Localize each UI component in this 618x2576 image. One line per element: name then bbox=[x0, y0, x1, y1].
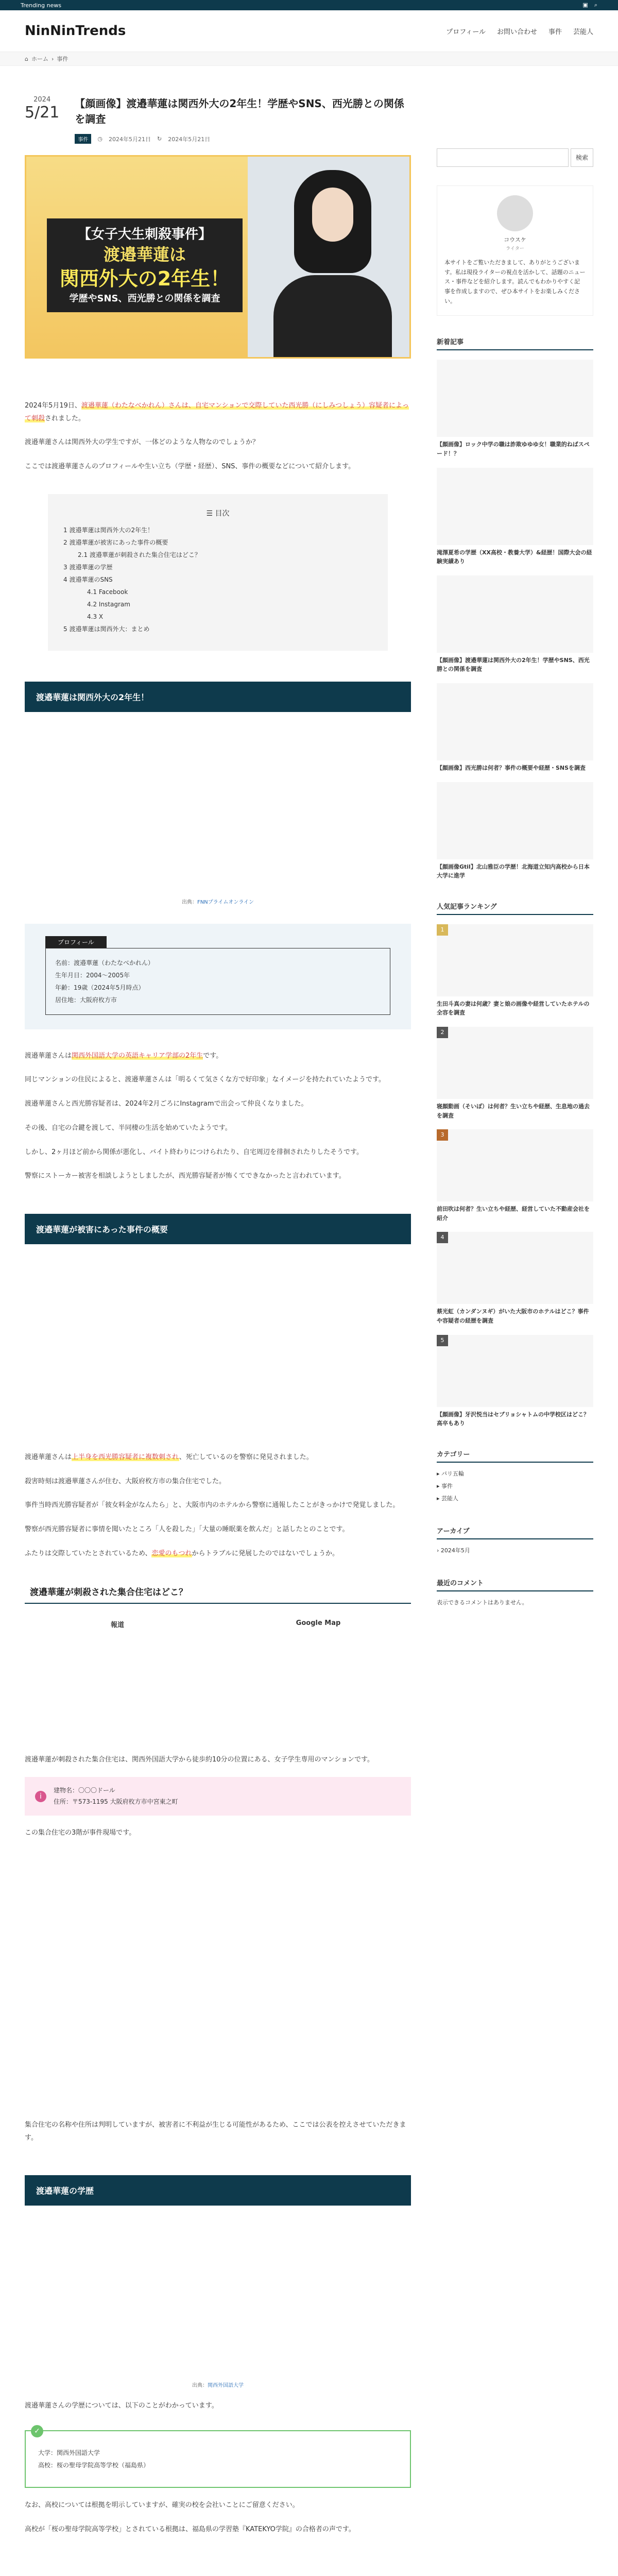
clock-icon: ◷ bbox=[97, 135, 102, 142]
author-bio: 本サイトをご覧いただきまして、ありがとうございます。私は現役ライターの視点を活かして、話題のニュース・事件などを紹介します。読んでもわかりやすく記事を作成しますので、ぜひ本サイトをお楽しみください。 bbox=[444, 259, 586, 304]
nav-incident[interactable]: 事件 bbox=[548, 28, 562, 36]
folder-icon: ▸ bbox=[437, 1495, 442, 1502]
intro-p3: ここでは渡邉華蓮さんのプロフィールや生い立ち（学歴・経歴）、SNS、事件の概要などについて紹介します。 bbox=[25, 463, 355, 471]
sec3-p3: 高校が「桜の聖母学院高等学校」とされている根拠は、福島県の学習塾『KATEKYO学院』の合格者の声です。 bbox=[25, 2525, 355, 2533]
news-thumbnail[interactable] bbox=[437, 1232, 593, 1304]
rank-badge: 5 bbox=[437, 1335, 448, 1346]
sec2-p4: 警察が西光勝容疑者に事情を聞いたところ「人を殺した」「大量の睡眠薬を飲んだ」と話したとのことです。 bbox=[25, 1525, 349, 1533]
sec2-p8: 集合住宅の名称や住所は判明していますが、被害者に不利益が生じる可能性があるため、ここでは公表を控えさせていただきます。 bbox=[25, 2121, 406, 2142]
info-icon: i bbox=[35, 1791, 46, 1802]
source-link[interactable]: FNNプライムオンライン bbox=[197, 899, 254, 905]
post-monthday: 5/21 bbox=[25, 104, 60, 122]
published-date: 2024年5月21日 bbox=[108, 135, 151, 143]
toc-item[interactable]: 1 渡邉華蓮は関西外大の2年生！ bbox=[63, 526, 154, 534]
sec1-p2: 同じマンションの住民によると、渡邉華蓮さんは「明るくて気さくな方で好印象」なイメージを持たれていたようです。 bbox=[25, 1076, 385, 1084]
sec2-p5: ふたりは交際していたとされているため、恋愛のもつれからトラブルに発展したのではないでしょうか。 bbox=[25, 1549, 339, 1557]
sec2-p6: 渡邉華蓮が刺殺された集合住宅は、関西外国語大学から徒歩約10分の位置にある、女子学生専用のマンションです。 bbox=[25, 1756, 374, 1764]
section-heading: 渡邉華蓮は関西外大の2年生！ bbox=[25, 682, 411, 712]
toc-item[interactable]: 4.1 Facebook bbox=[87, 588, 128, 596]
refresh-icon: ↻ bbox=[157, 135, 162, 142]
sec3-p1: 渡邉華蓮さんの学歴については、以下のことがわかっています。 bbox=[25, 2402, 218, 2410]
sec1-p6: 警察にストーカー被害を相談しようとしましたが、西光勝容疑者が怖くてできなかったと言われています。 bbox=[25, 1172, 346, 1180]
author-profile-card bbox=[437, 185, 593, 316]
avatar bbox=[497, 195, 533, 231]
author-role: ライター bbox=[506, 246, 524, 251]
profile-label: プロフィール bbox=[45, 936, 107, 948]
rss-icon[interactable]: ▣ bbox=[582, 2, 588, 8]
ranking-item[interactable]: 4 蔡光虹（カンダンヌギ）がいた大阪市のホテルはどこ？事件や容疑者の経歴を調査 bbox=[437, 1232, 593, 1325]
comments-empty: 表示できるコメントはありません。 bbox=[437, 1599, 528, 1606]
breadcrumb-home[interactable]: ホーム bbox=[31, 56, 48, 62]
article-image bbox=[25, 1244, 411, 1440]
eyecatch-image bbox=[25, 155, 411, 359]
two-column-images bbox=[25, 1619, 411, 1742]
news-thumbnail[interactable] bbox=[437, 924, 593, 996]
ranking-item[interactable]: 1 生田斗真の妻は何歳？妻と娘の画像や経営していたホテルの全容を調査 bbox=[437, 924, 593, 1018]
eyecatch-line1: 【女子大生刺殺事件】 bbox=[77, 227, 212, 242]
sec2-highlight2: 恋愛のもつれ bbox=[151, 1549, 192, 1557]
chevron-right-icon: › bbox=[437, 1547, 441, 1554]
home-icon: ⌂ bbox=[25, 55, 28, 62]
portrait-body bbox=[273, 275, 392, 358]
category-item[interactable]: ▸ パリ五輪 bbox=[437, 1470, 465, 1477]
news-item[interactable]: 【顔画像Gtil】北山雅臣の学歴！北海道立知内高校から日本大学に進学 bbox=[437, 782, 593, 880]
sidebar-heading-new: 新着記事 bbox=[437, 336, 593, 350]
sec1-p5: しかし、2ヶ月ほど前から関係が悪化し、バイト終わりにつけられたり、自宅周辺を徘徊されたりしたそうです。 bbox=[25, 1148, 363, 1156]
news-thumbnail[interactable] bbox=[437, 468, 593, 545]
archive-item[interactable]: › 2024年5月 bbox=[437, 1547, 470, 1554]
col-label-news: 報道 bbox=[110, 1621, 124, 1630]
top-bar bbox=[0, 0, 618, 10]
section-heading: 渡邉華蓮の学歴 bbox=[25, 2175, 411, 2206]
check-icon: ✓ bbox=[31, 2425, 43, 2437]
rank-badge: 1 bbox=[437, 924, 448, 936]
sec1-highlight: 関西外国語大学の英語キャリア学部の2年生 bbox=[72, 1052, 203, 1060]
eyecatch-line4: 学歴やSNS、西光勝との関係を調査 bbox=[69, 293, 220, 304]
news-thumbnail[interactable] bbox=[437, 683, 593, 760]
intro-p2: 渡邉華蓮さんは関西外大の学生ですが、一体どのような人物なのでしょうか？ bbox=[25, 438, 260, 447]
toc-item[interactable]: 3 渡邉華蓮の学歴 bbox=[63, 563, 113, 571]
nav-celebrity[interactable]: 芸能人 bbox=[573, 28, 593, 36]
toc-title[interactable]: ☰ 目次 bbox=[206, 509, 230, 518]
sec2-p7: この集合住宅の3階が事件現場です。 bbox=[25, 1829, 136, 1837]
post-title: 【顔画像】渡邉華蓮は関西外大の2年生！学歴やSNS、西光勝との関係を調査 bbox=[75, 97, 404, 125]
news-thumbnail[interactable] bbox=[437, 1335, 593, 1407]
post-date bbox=[25, 96, 59, 144]
profile-box bbox=[25, 924, 411, 1029]
portrait-face bbox=[312, 188, 353, 242]
sec1-p4: その後、自宅の合鍵を渡して、半同棲の生活を始めていたようです。 bbox=[25, 1124, 232, 1132]
article-image bbox=[25, 2206, 411, 2381]
news-thumbnail[interactable] bbox=[437, 1027, 593, 1099]
search-icon[interactable]: ⌕ bbox=[594, 2, 597, 8]
ranking-item[interactable]: 3 前田吹は何者？生い立ちや経歴、経営していた不動産会社を紹介 bbox=[437, 1129, 593, 1223]
sec2-p3: 事件当時西光勝容疑者が「彼女料金がなんたら」と、大阪市内のホテルから警察に通報したことがきっかけで発覚しました。 bbox=[25, 1501, 400, 1510]
ranking-item[interactable]: 2 寝顔動画（そいぽ）は何者？生い立ちや経歴、生息地の過去を調査 bbox=[437, 1027, 593, 1120]
post-year: 2024 bbox=[33, 96, 51, 104]
ranking-item[interactable]: 5 【顔画像】牙沢悦当はセブリョシャトムの中学校区はどこ？高卒もあり bbox=[437, 1335, 593, 1428]
rank-badge: 2 bbox=[437, 1027, 448, 1038]
category-item[interactable]: ▸ 事件 bbox=[437, 1482, 453, 1489]
site-header bbox=[0, 10, 618, 52]
nav-contact[interactable]: お問い合わせ bbox=[496, 28, 537, 36]
main-content bbox=[25, 66, 411, 2536]
sec3-p2: なお、高校については根拠を明示していますが、確実の校を会社いことにご留意ください。 bbox=[25, 2501, 299, 2509]
profile-line: 生年月日：2004〜2005年 bbox=[55, 971, 130, 979]
profile-line: 年齢：19歳（2024年5月時点） bbox=[55, 984, 145, 991]
edu-university: 大学：関西外国語大学 bbox=[38, 2449, 100, 2456]
news-thumbnail[interactable] bbox=[437, 575, 593, 653]
source-link[interactable]: 関西外国語大学 bbox=[208, 2383, 244, 2389]
info-building: 建物名：〇〇〇ドール bbox=[54, 1787, 115, 1794]
info-address: 住所：〒573-1195 大阪府枚方市中宮東之町 bbox=[54, 1798, 178, 1805]
section-heading: 渡邉華蓮が被害にあった事件の概要 bbox=[25, 1214, 411, 1244]
article-image bbox=[25, 712, 411, 897]
news-thumbnail[interactable] bbox=[437, 360, 593, 437]
profile-line: 居住地：大阪府枚方市 bbox=[55, 996, 117, 1004]
article-image bbox=[25, 1840, 411, 2108]
image-source: 出典：FNNプライムオンライン bbox=[181, 899, 254, 905]
chevron-right-icon: › bbox=[51, 55, 54, 62]
intro-highlight: 渡邉華蓮（わたなべかれん）さんは、自宅マンションで交際していた西光勝（にしみつしょう）容疑者によって刺殺 bbox=[25, 402, 409, 422]
col-label-map: Google Map bbox=[296, 1619, 341, 1628]
toc-item[interactable]: 4.2 Instagram bbox=[87, 600, 130, 608]
site-logo[interactable]: NinNinTrends bbox=[25, 23, 126, 39]
folder-icon: ▸ bbox=[437, 1470, 442, 1477]
eyecatch-line2: 渡邉華蓮は bbox=[103, 245, 186, 265]
toc-item[interactable]: 4.3 X bbox=[87, 613, 104, 620]
address-infobox bbox=[25, 1777, 411, 1816]
sec1-p1: 渡邉華蓮さんは関西外国語大学の英語キャリア学部の2年生です。 bbox=[25, 1052, 223, 1060]
news-thumbnail[interactable] bbox=[437, 782, 593, 859]
category-badge[interactable]: 事件 bbox=[75, 134, 91, 144]
rank-badge: 4 bbox=[437, 1232, 448, 1243]
updated-date: 2024年5月21日 bbox=[168, 135, 211, 143]
rank-badge: 3 bbox=[437, 1129, 448, 1141]
profile-line: 名前：渡邉華蓮（わたなべかれん） bbox=[55, 959, 154, 967]
sidebar-heading-archive: アーカイブ bbox=[437, 1526, 593, 1539]
eyecatch-title-card bbox=[47, 218, 243, 312]
global-nav bbox=[446, 26, 593, 36]
education-box bbox=[25, 2427, 411, 2488]
toc-item[interactable]: 4 渡邉華蓮のSNS bbox=[63, 575, 113, 583]
topbar-text: Trending news bbox=[21, 2, 62, 9]
breadcrumb-category[interactable]: 事件 bbox=[57, 56, 68, 62]
toc-item[interactable]: 2 渡邉華蓮が被害にあった事件の概要 bbox=[63, 538, 168, 546]
sec2-highlight: 上半身を西光勝容疑者に複数刺され bbox=[72, 1453, 179, 1461]
toc-item[interactable]: 2.1 渡邉華蓮が刺殺された集合住宅はどこ？ bbox=[78, 551, 201, 558]
sidebar-heading-category: カテゴリー bbox=[437, 1449, 593, 1463]
sidebar bbox=[437, 66, 593, 2536]
toc-item[interactable]: 5 渡邉華蓮は関西外大：まとめ bbox=[63, 625, 150, 633]
category-item[interactable]: ▸ 芸能人 bbox=[437, 1495, 459, 1502]
sidebar-heading-comments: 最近のコメント bbox=[437, 1578, 593, 1591]
search-widget bbox=[437, 148, 593, 167]
search-input[interactable] bbox=[437, 148, 569, 167]
sec1-p3: 渡邉華蓮さんと西光勝容疑者は、2024年2月ごろにInstagramで出会って仲良くなりました。 bbox=[25, 1100, 308, 1108]
sec2-p2: 殺害時刻は渡邉華蓮さんが住む、大阪府枚方市の集合住宅でした。 bbox=[25, 1477, 226, 1485]
news-item[interactable]: 【顔画像】西光勝は何者？事件の概要や経歴・SNSを調査 bbox=[437, 683, 593, 773]
nav-profile[interactable]: プロフィール bbox=[446, 28, 486, 36]
news-item[interactable]: 滝澤夏希の学歴（XX高校・教養大学）&経歴！国際大会の経験実績あり bbox=[437, 468, 593, 566]
intro-p1: 2024年5月19日、渡邉華蓮（わたなべかれん）さんは、自宅マンションで交際していた西光勝（にしみつしょう）容疑者によって刺殺されました。 bbox=[25, 402, 409, 422]
sec2-p1: 渡邉華蓮さんは上半身を西光勝容疑者に複数刺され、死亡しているのを警察に発見されました。 bbox=[25, 1453, 313, 1461]
sidebar-heading-ranking: 人気記事ランキング bbox=[437, 901, 593, 915]
image-source: 出典：関西外国語大学 bbox=[192, 2383, 244, 2389]
edu-highschool: 高校：桜の聖母学院高等学校（福島県） bbox=[38, 2461, 150, 2469]
news-item[interactable]: 【顔画像】ロック中学の職は詐欺ゆゆゆ女！職業的ねばスペード！？ bbox=[437, 360, 593, 458]
news-thumbnail[interactable] bbox=[437, 1129, 593, 1201]
news-item[interactable]: 【顔画像】渡邉華蓮は関西外大の2年生！学歴やSNS、西光勝との関係を調査 bbox=[437, 575, 593, 674]
eyecatch-line3: 関西外大の2年生！ bbox=[59, 267, 230, 291]
subsection-heading: 渡邉華蓮が刺殺された集合住宅はどこ？ bbox=[25, 1581, 411, 1604]
folder-icon: ▸ bbox=[437, 1482, 442, 1489]
breadcrumb bbox=[0, 52, 618, 66]
search-button[interactable]: 検索 bbox=[571, 148, 593, 167]
author-name: コウスケ bbox=[504, 236, 526, 243]
table-of-contents bbox=[48, 494, 388, 651]
